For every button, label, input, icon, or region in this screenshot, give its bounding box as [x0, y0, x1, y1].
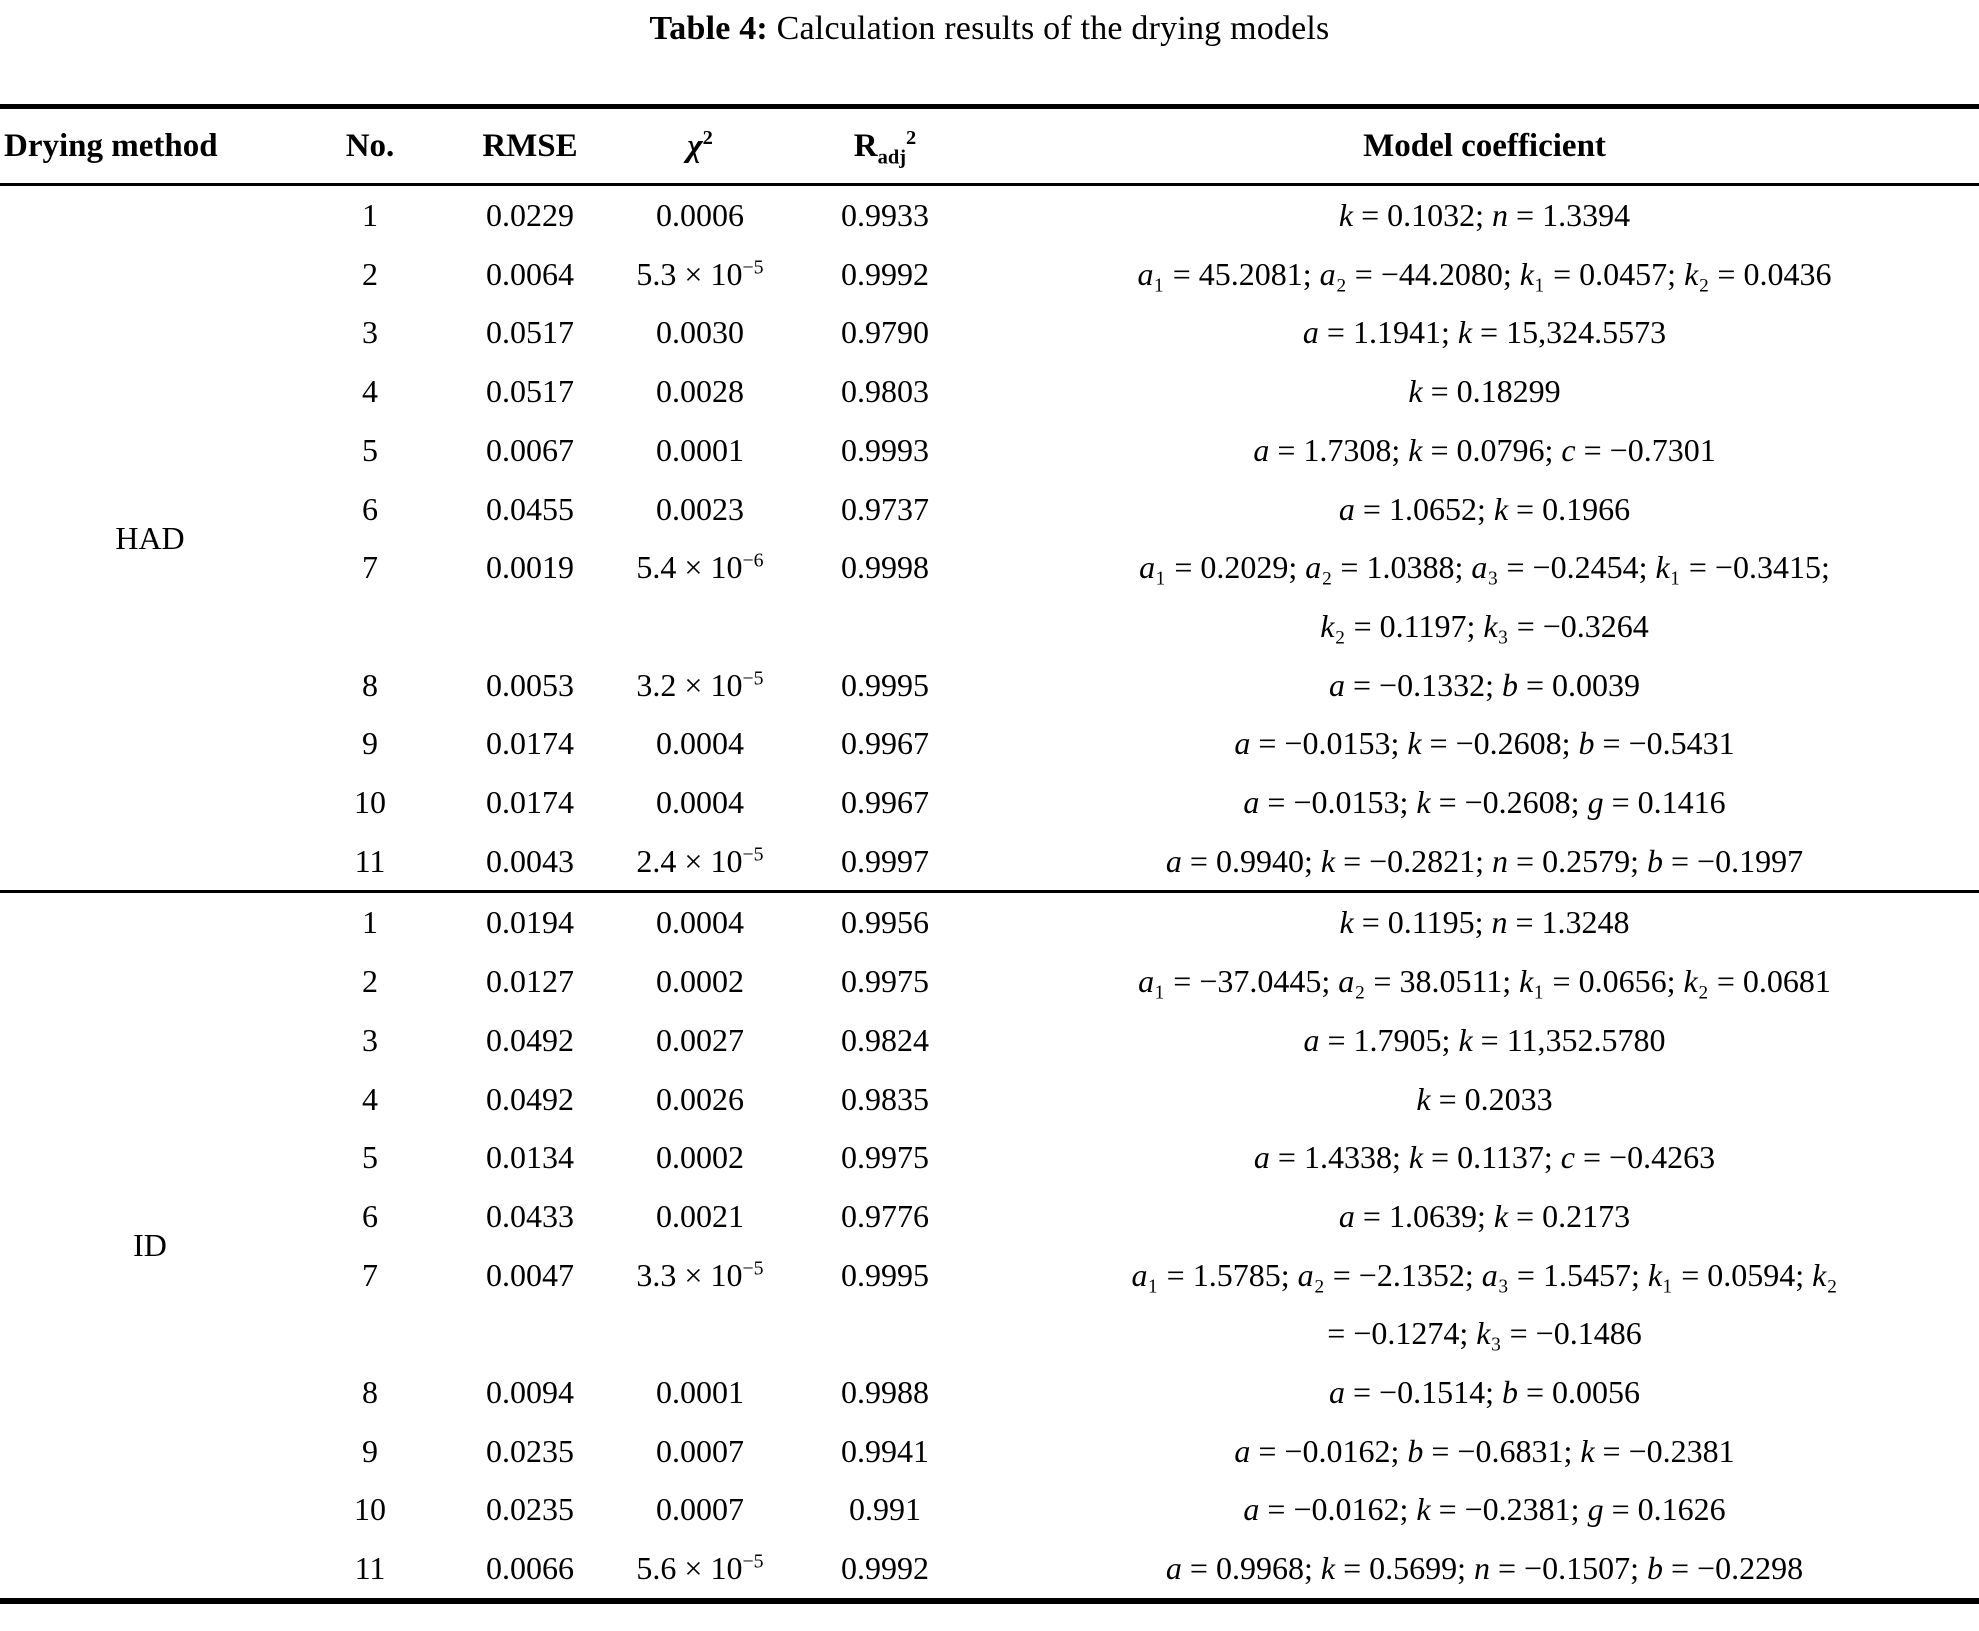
cell-model-coefficient — [990, 656, 1979, 715]
cell-model-coefficient — [990, 1246, 1979, 1363]
cell-chi-squared: $3.3 \times 10^{-5}$ — [636, 1256, 764, 1293]
cell-chi-squared: $3.2 \times 10^{-5}$ — [636, 666, 764, 703]
coefficient-line: a = 1.7308; k = 0.0796; c = −0.7301 — [1253, 431, 1716, 468]
cell-chi-squared: $5.6 \times 10^{-5}$ — [636, 1550, 764, 1587]
cell-chi-squared: 0.0021 — [656, 1197, 744, 1234]
cell-no: 3 — [362, 314, 378, 351]
coefficient-line: a = −0.1514; b = 0.0056 — [1328, 1374, 1641, 1411]
cell-r-adj-squared: 0.9975 — [841, 1139, 929, 1176]
coefficient-line: a = −0.0153; k = −0.2608; g = 0.1416 — [1243, 784, 1726, 821]
cell-chi-squared: 0.0023 — [656, 490, 744, 527]
cell-model-coefficient — [990, 421, 1979, 480]
coefficient-line: k₂ = 0.1197; k₃ = −0.3264 — [1320, 607, 1649, 644]
cell-r-adj-squared: 0.9967 — [841, 784, 929, 821]
cell-chi-squared: 0.0007 — [656, 1432, 744, 1469]
cell-model-coefficient — [990, 303, 1979, 362]
cell-r-adj-squared: 0.9992 — [841, 255, 929, 292]
coefficient-line: a = 0.9940; k = −0.2821; n = 0.2579; b = −0.1997 — [1165, 842, 1804, 879]
cell-no: 7 — [362, 1256, 378, 1293]
cell-model-coefficient — [990, 892, 1979, 952]
coefficient-line: k = 0.18299 — [1408, 373, 1561, 410]
cell-model-coefficient — [990, 185, 1979, 245]
cell-r-adj-squared: 0.9776 — [841, 1197, 929, 1234]
cell-no: 10 — [354, 784, 386, 821]
cell-r-adj-squared: 0.9998 — [841, 549, 929, 586]
cell-r-adj-squared: 0.9737 — [841, 490, 929, 527]
cell-rmse: 0.0174 — [486, 725, 574, 762]
cell-model-coefficient — [990, 480, 1979, 539]
cell-rmse: 0.0235 — [486, 1491, 574, 1528]
cell-chi-squared: 0.0004 — [620, 892, 780, 952]
header-drying-method: Drying method — [0, 107, 300, 185]
cell-model-coefficient — [990, 1070, 1979, 1129]
cell-rmse: 0.0517 — [486, 373, 574, 410]
cell-chi-squared: 0.0028 — [656, 373, 744, 410]
coefficient-line: a = 1.4338; k = 0.1137; c = −0.4263 — [1253, 1139, 1716, 1176]
cell-r-adj-squared: 0.9835 — [841, 1080, 929, 1117]
table-row — [0, 185, 1979, 245]
cell-no: 5 — [362, 431, 378, 468]
table-caption-text: Calculation results of the drying models — [776, 10, 1330, 47]
coefficient-line: a = −0.1332; b = 0.0039 — [1328, 666, 1641, 703]
cell-chi-squared: 0.0002 — [656, 963, 744, 1000]
cell-chi-squared: 0.0007 — [656, 1491, 744, 1528]
cell-rmse: 0.0064 — [486, 255, 574, 292]
cell-rmse: 0.0067 — [486, 431, 574, 468]
cell-chi-squared: 0.0027 — [656, 1021, 744, 1058]
cell-chi-squared: 0.0004 — [656, 725, 744, 762]
coefficient-line: = −0.1274; k₃ = −0.1486 — [1327, 1315, 1642, 1352]
cell-r-adj-squared: 0.991 — [849, 1491, 921, 1528]
cell-rmse: 0.0043 — [486, 842, 574, 879]
cell-chi-squared: $2.4 \times 10^{-5}$ — [636, 842, 764, 879]
coefficient-line: a₁ = −37.0445; a₂ = 38.0511; k₁ = 0.0656; k₂ = 0.0681 — [1138, 963, 1831, 1000]
cell-model-coefficient — [990, 1363, 1979, 1422]
header-no: No. — [300, 107, 440, 185]
cell-rmse: 0.0492 — [486, 1080, 574, 1117]
cell-model-coefficient — [990, 1128, 1979, 1187]
table-header — [0, 107, 1979, 185]
header-rmse: RMSE — [440, 107, 620, 185]
cell-rmse: 0.0053 — [486, 666, 574, 703]
drying-method-label: ID — [0, 892, 300, 1601]
cell-no: 6 — [362, 1197, 378, 1234]
table-caption — [0, 0, 1979, 48]
cell-rmse: 0.0517 — [486, 314, 574, 351]
cell-rmse: 0.0433 — [486, 1197, 574, 1234]
cell-no: 11 — [354, 842, 386, 879]
cell-no: 6 — [362, 490, 378, 527]
cell-r-adj-squared: 0.9997 — [841, 842, 929, 879]
coefficient-line: a = −0.0162; b = −0.6831; k = −0.2381 — [1234, 1432, 1735, 1469]
header-model-coefficient: Model coefficient — [990, 107, 1979, 185]
cell-chi-squared: 0.0030 — [656, 314, 744, 351]
coefficient-line: a₁ = 45.2081; a₂ = −44.2080; k₁ = 0.0457; k₂ = 0.0436 — [1137, 255, 1832, 292]
header-chi-squared: $\chi^2$ — [620, 107, 780, 185]
cell-rmse: 0.0229 — [486, 197, 574, 233]
cell-no: 4 — [362, 1080, 378, 1117]
cell-chi-squared: $5.3 \times 10^{-5}$ — [636, 255, 764, 292]
cell-r-adj-squared: 0.9933 — [841, 197, 929, 233]
cell-r-adj-squared: 0.9956 — [780, 892, 990, 952]
cell-chi-squared: 0.0002 — [656, 1139, 744, 1176]
cell-model-coefficient — [990, 714, 1979, 773]
cell-chi-squared: 0.0026 — [656, 1080, 744, 1117]
cell-rmse: 0.0094 — [486, 1374, 574, 1411]
cell-r-adj-squared: 0.9995 — [841, 1256, 929, 1293]
cell-no: 9 — [362, 1432, 378, 1469]
coefficient-line: a₁ = 0.2029; a₂ = 1.0388; a₃ = −0.2454; k₁ = −0.3415; — [1139, 549, 1830, 586]
cell-no: 4 — [362, 373, 378, 410]
drying-method-label: HAD — [115, 519, 185, 556]
drying-models-results-table — [0, 104, 1979, 1604]
cell-chi-squared: 0.0001 — [656, 431, 744, 468]
cell-no: 8 — [362, 666, 378, 703]
coefficient-line: k = 0.1032; n = 1.3394 — [1338, 197, 1631, 233]
cell-rmse: 0.0127 — [486, 963, 574, 1000]
coefficient-line: a = 1.0652; k = 0.1966 — [1338, 490, 1631, 527]
cell-model-coefficient — [990, 362, 1979, 421]
cell-r-adj-squared: 0.9988 — [841, 1374, 929, 1411]
coefficient-line: a = 1.7905; k = 11,352.5780 — [1303, 1021, 1666, 1058]
coefficient-line: a = −0.0162; k = −0.2381; g = 0.1626 — [1243, 1491, 1726, 1528]
cell-rmse: 0.0455 — [486, 490, 574, 527]
cell-chi-squared: 0.0004 — [656, 784, 744, 821]
cell-model-coefficient — [990, 1480, 1979, 1539]
cell-model-coefficient — [990, 538, 1979, 655]
cell-model-coefficient — [990, 773, 1979, 832]
cell-no: 11 — [354, 1550, 386, 1587]
cell-r-adj-squared: 0.9803 — [841, 373, 929, 410]
cell-rmse: 0.0235 — [486, 1432, 574, 1469]
coefficient-line: k = 0.2033 — [1416, 1080, 1553, 1117]
cell-no: 10 — [354, 1491, 386, 1528]
cell-model-coefficient — [990, 952, 1979, 1011]
cell-no: 9 — [362, 725, 378, 762]
header-row — [0, 107, 1979, 185]
cell-chi-squared: 0.0006 — [656, 197, 744, 233]
cell-model-coefficient — [990, 1422, 1979, 1481]
cell-rmse: 0.0066 — [486, 1550, 574, 1587]
cell-no: 8 — [362, 1374, 378, 1411]
cell-r-adj-squared: 0.9993 — [841, 431, 929, 468]
cell-no: 3 — [362, 1021, 378, 1058]
cell-rmse: 0.0194 — [440, 892, 620, 952]
cell-model-coefficient — [990, 1187, 1979, 1246]
cell-no: 1 — [362, 197, 378, 233]
header-r-adj-squared: $R_{adj}^2$ — [780, 107, 990, 185]
table-row — [0, 892, 1979, 952]
coefficient-line: a₁ = 1.5785; a₂ = −2.1352; a₃ = 1.5457; k₁ = 0.0594; k₂ — [1131, 1256, 1838, 1293]
cell-r-adj-squared: 0.9967 — [841, 725, 929, 762]
cell-rmse: 0.0492 — [486, 1021, 574, 1058]
table-body — [0, 185, 1979, 1601]
coefficient-line: a = 1.1941; k = 15,324.5573 — [1302, 314, 1667, 351]
table-caption-label: Table 4: — [649, 10, 768, 47]
cell-model-coefficient — [990, 832, 1979, 892]
cell-no: 2 — [362, 963, 378, 1000]
cell-r-adj-squared: 0.9824 — [841, 1021, 929, 1058]
cell-model-coefficient — [990, 245, 1979, 304]
cell-rmse: 0.0134 — [486, 1139, 574, 1176]
cell-r-adj-squared: 0.9941 — [841, 1432, 929, 1469]
cell-model-coefficient — [990, 1539, 1979, 1601]
cell-chi-squared: 0.0001 — [656, 1374, 744, 1411]
cell-no: 5 — [362, 1139, 378, 1176]
cell-rmse: 0.0174 — [486, 784, 574, 821]
cell-r-adj-squared: 0.9790 — [841, 314, 929, 351]
coefficient-line: a = −0.0153; k = −0.2608; b = −0.5431 — [1234, 725, 1735, 762]
coefficient-line: k = 0.1195; n = 1.3248 — [1339, 904, 1630, 941]
cell-r-adj-squared: 0.9995 — [841, 666, 929, 703]
cell-no: 2 — [362, 255, 378, 292]
coefficient-line: a = 0.9968; k = 0.5699; n = −0.1507; b = −0.2298 — [1165, 1550, 1804, 1587]
coefficient-line: a = 1.0639; k = 0.2173 — [1338, 1197, 1631, 1234]
cell-r-adj-squared: 0.9992 — [841, 1550, 929, 1587]
cell-rmse: 0.0019 — [486, 549, 574, 586]
cell-no: 7 — [362, 549, 378, 586]
cell-rmse: 0.0047 — [486, 1256, 574, 1293]
cell-model-coefficient — [990, 1011, 1979, 1070]
cell-no: 1 — [300, 892, 440, 952]
cell-r-adj-squared: 0.9975 — [841, 963, 929, 1000]
cell-chi-squared: $5.4 \times 10^{-6}$ — [636, 549, 764, 586]
